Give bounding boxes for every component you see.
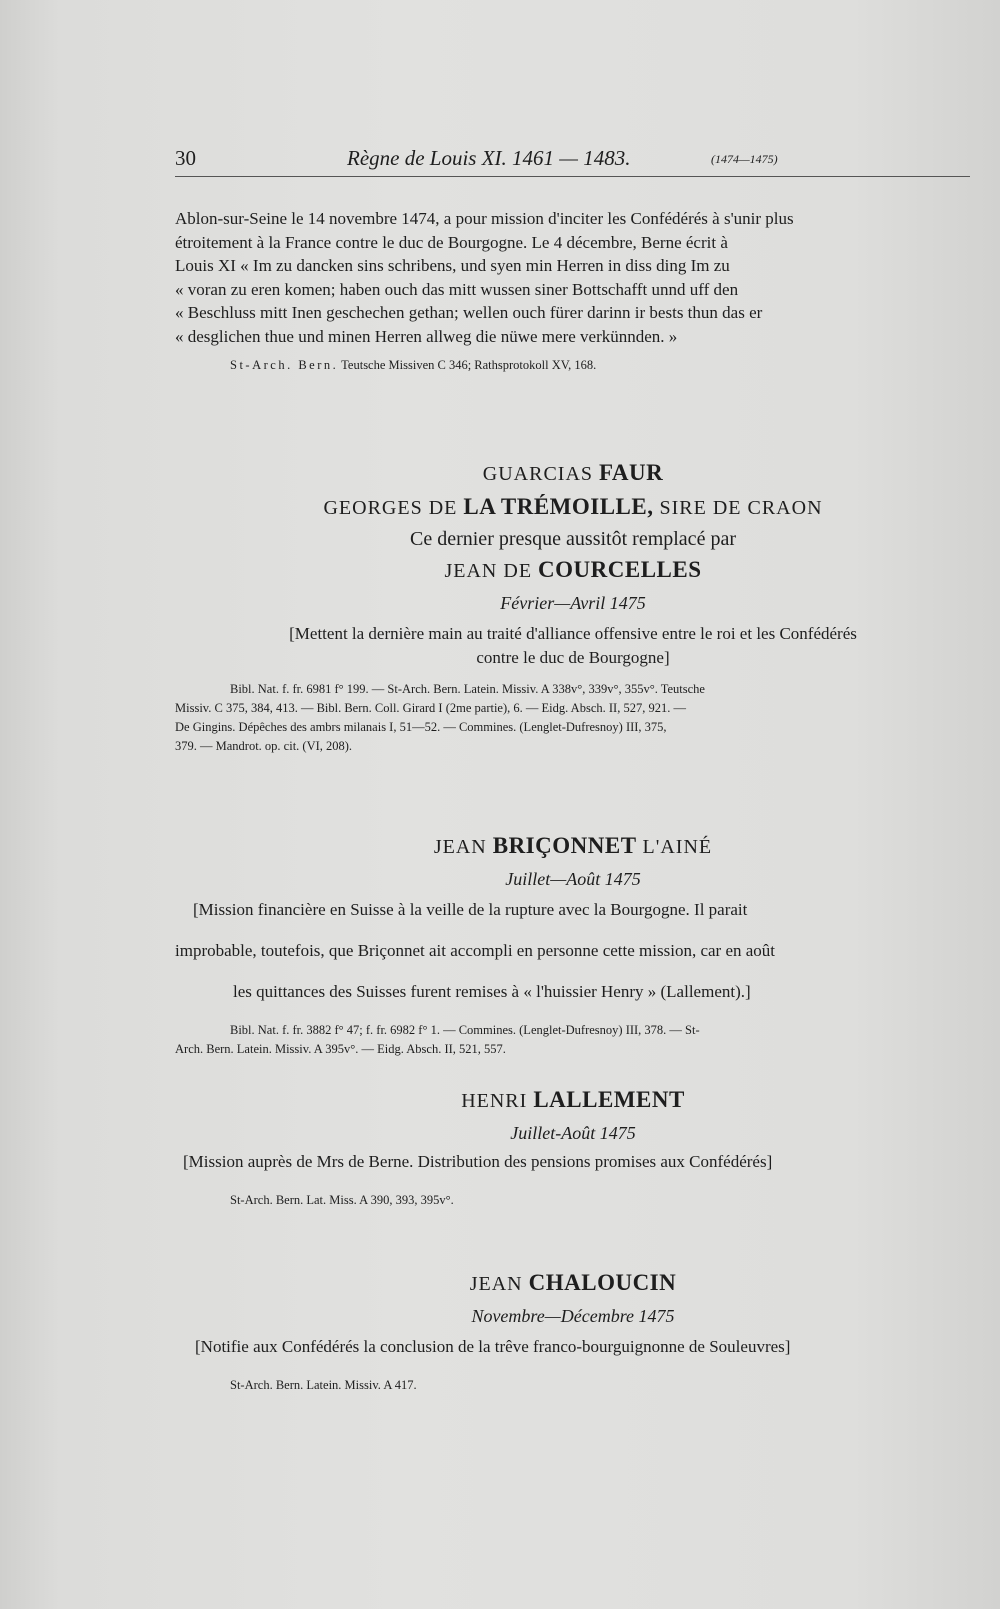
section-heading [175, 833, 971, 859]
reference-line: De Gingins. Dépêches des ambrs milanais I, 51—52. — Commines. (Lenglet-Dufresnoy) III, 375, [175, 720, 667, 734]
heading-text: JEAN [469, 1273, 529, 1295]
intro-line: « voran zu eren komen; haben ouch das mitt wussen siner Bottschafft unnd uff den [175, 279, 739, 299]
reference-detail: Teutsche Missiven C 346; Rathsprotokoll XV, 168. [341, 358, 597, 372]
heading-text: JEAN [433, 836, 493, 858]
intro-line: Louis XI « Im zu dancken sins schribens, und syen min Herren in diss ding Im zu [175, 256, 730, 275]
reference-line: St-Arch. Bern. Latein. Missiv. A 417. [230, 1378, 417, 1392]
section-heading [175, 494, 971, 520]
intro-reference [175, 356, 971, 375]
intro-line: « Beschluss mitt Inen geschechen gethan; wellen ouch fürer darinn ir bests thun das er [175, 303, 763, 322]
section-heading [175, 1270, 971, 1296]
section-references [175, 680, 971, 756]
section-date: Février—Avril 1475 [500, 593, 646, 613]
reference-line: Bibl. Nat. f. fr. 3882 f° 47; f. fr. 6982 f° 1. — Commines. (Lenglet-Dufresnoy) III, 378. — St- [230, 1023, 700, 1037]
heading-text: GEORGES DE [323, 497, 464, 519]
section-heading [175, 460, 971, 486]
section-subheading: Ce dernier presque aussitôt remplacé par [410, 528, 736, 550]
reference-line: Missiv. C 375, 384, 413. — Bibl. Bern. Coll. Girard I (2me partie), 6. — Eidg. Absch. II, 527, 921. — [175, 701, 686, 715]
heading-surname: BRIÇONNET [492, 833, 637, 858]
heading-surname: FAUR [599, 460, 664, 485]
header-years: (1474—1475) [711, 152, 778, 166]
reference-archive: St-Arch. Bern. [230, 358, 339, 372]
reference-line: Bibl. Nat. f. fr. 6981 f° 199. — St-Arch. Bern. Latein. Missiv. A 338v°, 339v°, 355v°. Teutsche [230, 682, 705, 696]
heading-text: L'AINÉ [636, 836, 713, 858]
intro-paragraph [175, 207, 971, 375]
section-description: [Notifie aux Confédérés la conclusion de la trêve franco-bourguignonne de Souleuvres] [195, 1337, 791, 1356]
section-chaloucin [175, 1270, 971, 1395]
intro-line: « desglichen thue und minen Herren allweg die nüwe mere verkünnden. » [175, 326, 678, 346]
heading-surname: LALLEMENT [533, 1087, 685, 1112]
section-description: contre le duc de Bourgogne] [476, 648, 670, 667]
reference-line: St-Arch. Bern. Lat. Miss. A 390, 393, 395v°. [230, 1193, 454, 1207]
section-description: [Mission auprès de Mrs de Berne. Distribution des pensions promises aux Confédérés] [183, 1152, 773, 1171]
section-description: [Mission financière en Suisse à la veille de la rupture avec la Bourgogne. Il parait [193, 900, 748, 919]
running-title: Règne de Louis XI. 1461 — 1483. [347, 146, 631, 170]
section-description: improbable, toutefois, que Briçonnet ait accompli en personne cette mission, car en août [175, 941, 776, 960]
section-description: les quittances des Suisses furent remises à « l'huissier Henry » (Lallement).] [233, 982, 751, 1001]
heading-surname: COURCELLES [538, 557, 702, 582]
section-faur-tremoille [175, 460, 971, 756]
intro-line: Ablon-sur-Seine le 14 novembre 1474, a pour mission d'inciter les Confédérés à s'unir plus [175, 209, 794, 228]
heading-text: GUARCIAS [482, 463, 600, 485]
section-date: Novembre—Décembre 1475 [471, 1306, 675, 1326]
heading-text: SIRE DE CRAON [653, 497, 823, 519]
section-heading [175, 1087, 971, 1113]
section-lallement [175, 1087, 971, 1210]
intro-line: étroitement à la France contre le duc de Bourgogne. Le 4 décembre, Berne écrit à [175, 232, 728, 252]
section-briconnet [175, 833, 971, 1059]
reference-line: 379. — Mandrot. op. cit. (VI, 208). [175, 739, 353, 753]
page-number: 30 [175, 146, 196, 170]
heading-surname: LA TRÉMOILLE, [463, 494, 654, 519]
section-date: Juillet-Août 1475 [510, 1123, 636, 1143]
section-date: Juillet—Août 1475 [505, 869, 641, 889]
heading-text: JEAN DE [444, 560, 539, 582]
heading-text: HENRI [461, 1090, 534, 1112]
section-references [175, 1021, 971, 1059]
page-header [175, 146, 970, 177]
heading-surname: CHALOUCIN [528, 1270, 677, 1295]
section-heading [175, 557, 971, 583]
reference-line: Arch. Bern. Latein. Missiv. A 395v°. — Eidg. Absch. II, 521, 557. [175, 1042, 506, 1056]
section-description: [Mettent la dernière main au traité d'alliance offensive entre le roi et les Confédérés [289, 624, 857, 643]
